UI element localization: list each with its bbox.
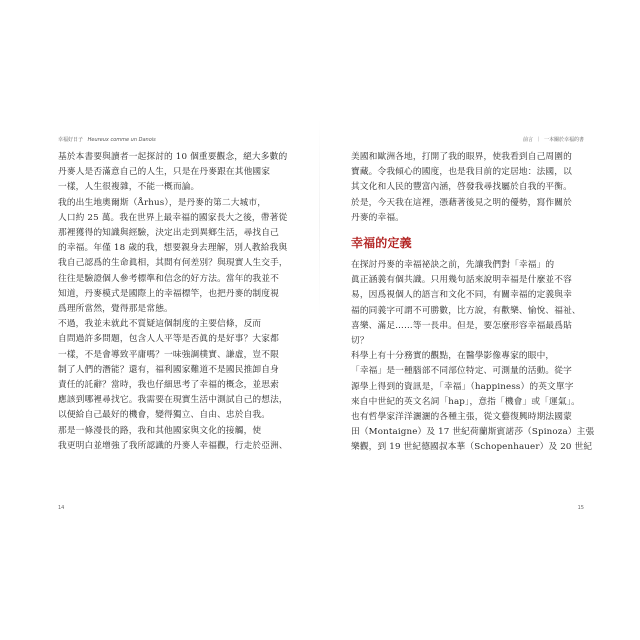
- text-line: 基於本書要與讀者一起探討的 10 個重要觀念，絕大多數的: [58, 152, 288, 162]
- text-line: 喜樂、滿足……等一長串。但是，要怎麼形容幸福最爲貼: [351, 320, 572, 331]
- chapter-title: 一本關於幸福的書: [543, 137, 584, 143]
- right-page: [320, 0, 640, 640]
- left-body-text: [58, 150, 288, 454]
- text-line: 「幸福」是一種腦部不同部位特定、可測量的活動。從字: [351, 366, 572, 377]
- text-line: 寶藏。令我傾心的國度，也是我目前的定居地：法國，以: [351, 167, 572, 178]
- running-head-separator: ｜: [535, 137, 541, 143]
- text-line: 責任的託辭？當時，我也仔細思考了幸福的概念，並思索: [58, 380, 279, 391]
- text-line: 美國和歐洲各地，打開了我的眼界，使我看到自己周圍的: [351, 152, 572, 162]
- text-line: 樂觀，到 19 世紀德國叔本華（Schopenhauer）及 20 世紀: [351, 442, 593, 453]
- text-line: 那裡獲得的知識與經驗，決定出走到異鄉生活，尋找自己: [58, 228, 279, 239]
- text-line: 自問過許多問題，包含人人平等是否眞的是好事？大家都: [58, 334, 279, 345]
- text-line: 以便給自己最好的機會，變得獨立、自由、忠於自我。: [58, 410, 271, 421]
- text-line: 眞正涵義有個共識。只用幾句話來說明幸福是什麼並不容: [351, 275, 572, 286]
- text-line: 福的同義字可謂不可勝數，比方說，有歡樂、愉悅、福祉、: [351, 305, 581, 316]
- text-line: 一樣，不是會導致平庸嗎？一味強調樸實、謙虛，豈不限: [58, 349, 279, 360]
- text-line: 我自己認爲的生命眞相，其間有何差別？與現實人生交手，: [58, 258, 288, 269]
- text-line: 應該到哪裡尋找它。我需要在現實生活中測試自己的想法，: [58, 395, 288, 406]
- text-line: 爲理所當然，覺得那是常態。: [58, 304, 173, 315]
- text-line: 切？: [351, 336, 369, 347]
- page-number-left: 14: [58, 505, 65, 511]
- text-line: 丹麥人是否滿意自己的人生，只是在丹麥跟在其他國家: [58, 167, 271, 178]
- page-number-right: 15: [577, 505, 584, 511]
- text-line: 不過，我並未就此不質疑這個制度的主要信條，反而: [58, 319, 262, 330]
- text-line: 源學上得到的資訊是，「幸福」（happiness）的英文單字: [351, 381, 574, 392]
- text-line: 知道，丹麥模式是國際上的幸福標竿，也把丹麥的制度視: [58, 288, 279, 299]
- running-head-right: [523, 136, 584, 143]
- text-line: 我的出生地奧爾斯（Århus），是丹麥的第二大城市，: [58, 197, 267, 208]
- right-body-text: [351, 150, 595, 456]
- book-title: 幸福好日子: [58, 137, 84, 143]
- text-line: 往往是驗證個人參考標準和信念的好方法。當年的我並不: [58, 273, 279, 284]
- text-line: 在探討丹麥的幸福祕訣之前，先讓我們對「幸福」的: [351, 260, 555, 271]
- text-line: 我更明白並增強了我所認識的丹麥人幸福觀，行走於亞洲、: [58, 440, 288, 451]
- text-line: 人口約 25 萬。我在世界上最幸福的國家長大之後，帶著從: [58, 212, 288, 223]
- running-head-left: [58, 136, 156, 143]
- text-line: 其文化和人民的豐富內涵，啓發我尋找屬於自我的平衡。: [351, 182, 572, 193]
- book-subtitle: Heureux comme un Danois: [87, 137, 156, 143]
- text-line: 來自中世紀的英文名詞「hap」，意指「機會」或「運氣」。: [351, 396, 581, 407]
- section-heading: 幸福的定義: [351, 236, 412, 251]
- text-line: 一樣，人生很複雜，不能一概而論。: [58, 182, 200, 193]
- text-line: 丹麥的幸福。: [351, 212, 405, 223]
- text-line: 的幸福。年僅 18 歲的我，想要親身去理解，別人教給我與: [58, 243, 288, 254]
- text-line: 科學上有十分務實的觀點，在醫學影像專家的眼中，: [351, 351, 555, 362]
- text-line: 那是一條漫長的路，我和其他國家與文化的接觸，使: [58, 425, 262, 436]
- section-label: 前言: [522, 137, 533, 143]
- text-line: 於是，今天我在這裡，憑藉著後見之明的優勢，寫作關於: [351, 197, 572, 208]
- text-line: 田（Montaigne）及 17 世紀荷蘭斯賓諾莎（Spinoza）主張: [351, 427, 595, 438]
- text-line: 制了人們的潛能？還有，福利國家難道不是國民推卸自身: [58, 364, 279, 375]
- text-line: 易，因爲視個人的語言和文化不同，有關幸福的定義與幸: [351, 290, 572, 301]
- text-line: 也有哲學家洋洋灑灑的各種主張，從文藝復興時期法國蒙: [351, 412, 572, 423]
